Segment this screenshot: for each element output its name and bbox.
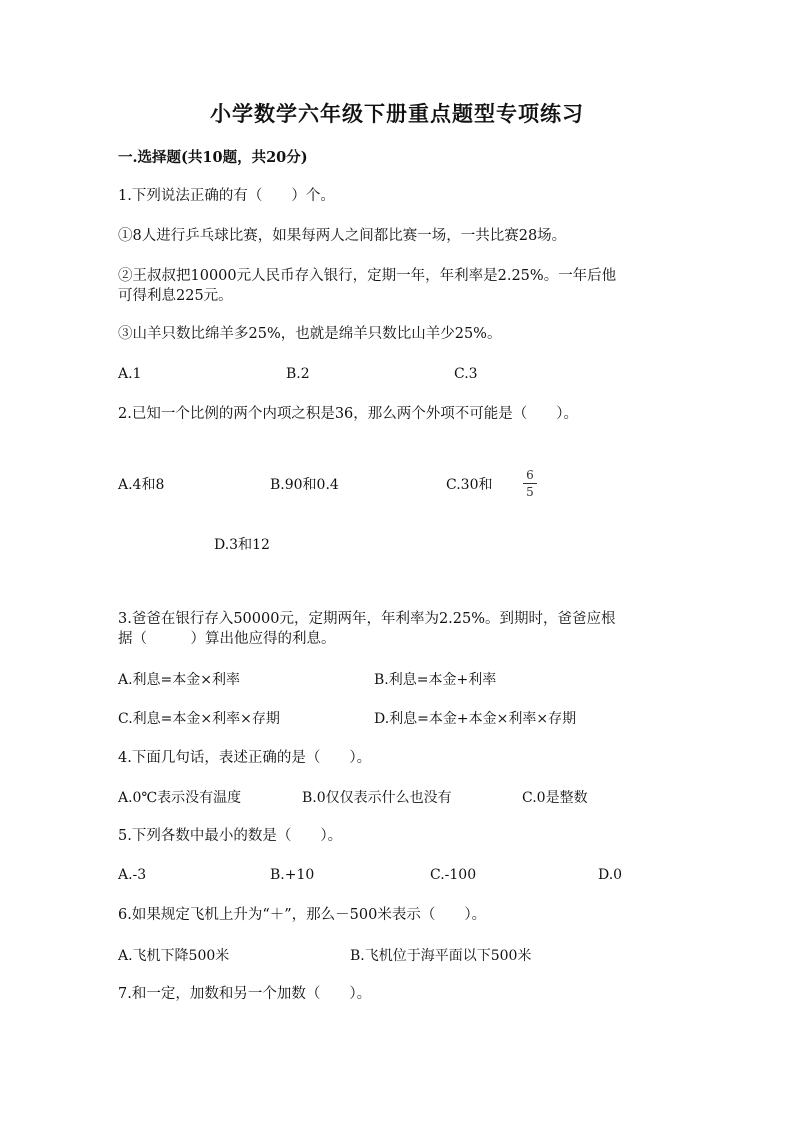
question-7-stem: 7.和一定，加数和另一个加数（ ）。: [118, 986, 372, 1002]
question-2-option-c[interactable]: C.30和: [446, 477, 493, 493]
question-4-option-c[interactable]: C.0是整数: [522, 790, 588, 806]
question-3-option-d[interactable]: D.利息=本金+本金×利率×存期: [374, 711, 577, 727]
question-6-stem: 6.如果规定飞机上升为“＋”，那么－500米表示（ ）。: [118, 907, 487, 923]
question-5-option-c[interactable]: C.-100: [430, 867, 477, 883]
question-3-option-c[interactable]: C.利息=本金×利率×存期: [118, 711, 280, 727]
question-1-stem: 1.下列说法正确的有（ ）个。: [118, 188, 335, 204]
question-1-statement-2-line2: 可得利息225元。: [118, 288, 233, 304]
question-2-option-a[interactable]: A.4和8: [118, 477, 165, 493]
question-1-statement-3: ③山羊只数比绵羊多25%，也就是绵羊只数比山羊少25%。: [118, 326, 502, 342]
question-4-stem: 4.下面几句话，表述正确的是（ ）。: [118, 750, 372, 766]
question-2-option-b[interactable]: B.90和0.4: [270, 477, 339, 493]
question-1-option-b[interactable]: B.2: [286, 366, 310, 382]
question-1-option-c[interactable]: C.3: [454, 366, 478, 382]
question-5-stem: 5.下列各数中最小的数是（ ）。: [118, 828, 343, 844]
page-title: 小学数学六年级下册重点题型专项练习: [210, 101, 584, 126]
section-heading: 一.选择题(共10题，共20分): [118, 149, 308, 166]
question-2-option-d[interactable]: D.3和12: [214, 537, 270, 553]
question-1-statement-2-line1: ②王叔叔把10000元人民币存入银行，定期一年，年利率是2.25%。一年后他: [118, 268, 617, 284]
question-5-option-a[interactable]: A.-3: [118, 867, 147, 883]
question-1-statement-1: ①8人进行乒乓球比赛，如果每两人之间都比赛一场，一共比赛28场。: [118, 228, 567, 244]
fraction-numerator: 6: [526, 468, 534, 482]
question-3-stem-line2: 据（ ）算出他应得的利息。: [118, 631, 336, 647]
question-1-option-a[interactable]: A.1: [118, 366, 142, 382]
question-3-option-a[interactable]: A.利息=本金×利率: [118, 672, 241, 688]
question-2-option-c-fraction: [523, 468, 537, 499]
question-2-stem: 2.已知一个比例的两个内项之积是36，那么两个外项不可能是（ ）。: [118, 406, 579, 422]
question-3-option-b[interactable]: B.利息=本金+利率: [374, 672, 497, 688]
question-4-option-a[interactable]: A.0℃表示没有温度: [118, 790, 242, 806]
fraction-bar: [523, 483, 537, 484]
question-5-option-b[interactable]: B.+10: [270, 867, 315, 883]
question-6-option-b[interactable]: B.飞机位于海平面以下500米: [350, 948, 532, 964]
fraction-denominator: 5: [526, 485, 534, 499]
question-5-option-d[interactable]: D.0: [598, 867, 623, 883]
question-3-stem-line1: 3.爸爸在银行存入50000元，定期两年，年利率为2.25%。到期时，爸爸应根: [118, 611, 616, 627]
question-4-option-b[interactable]: B.0仅仅表示什么也没有: [302, 790, 452, 806]
question-6-option-a[interactable]: A.飞机下降500米: [118, 948, 230, 964]
